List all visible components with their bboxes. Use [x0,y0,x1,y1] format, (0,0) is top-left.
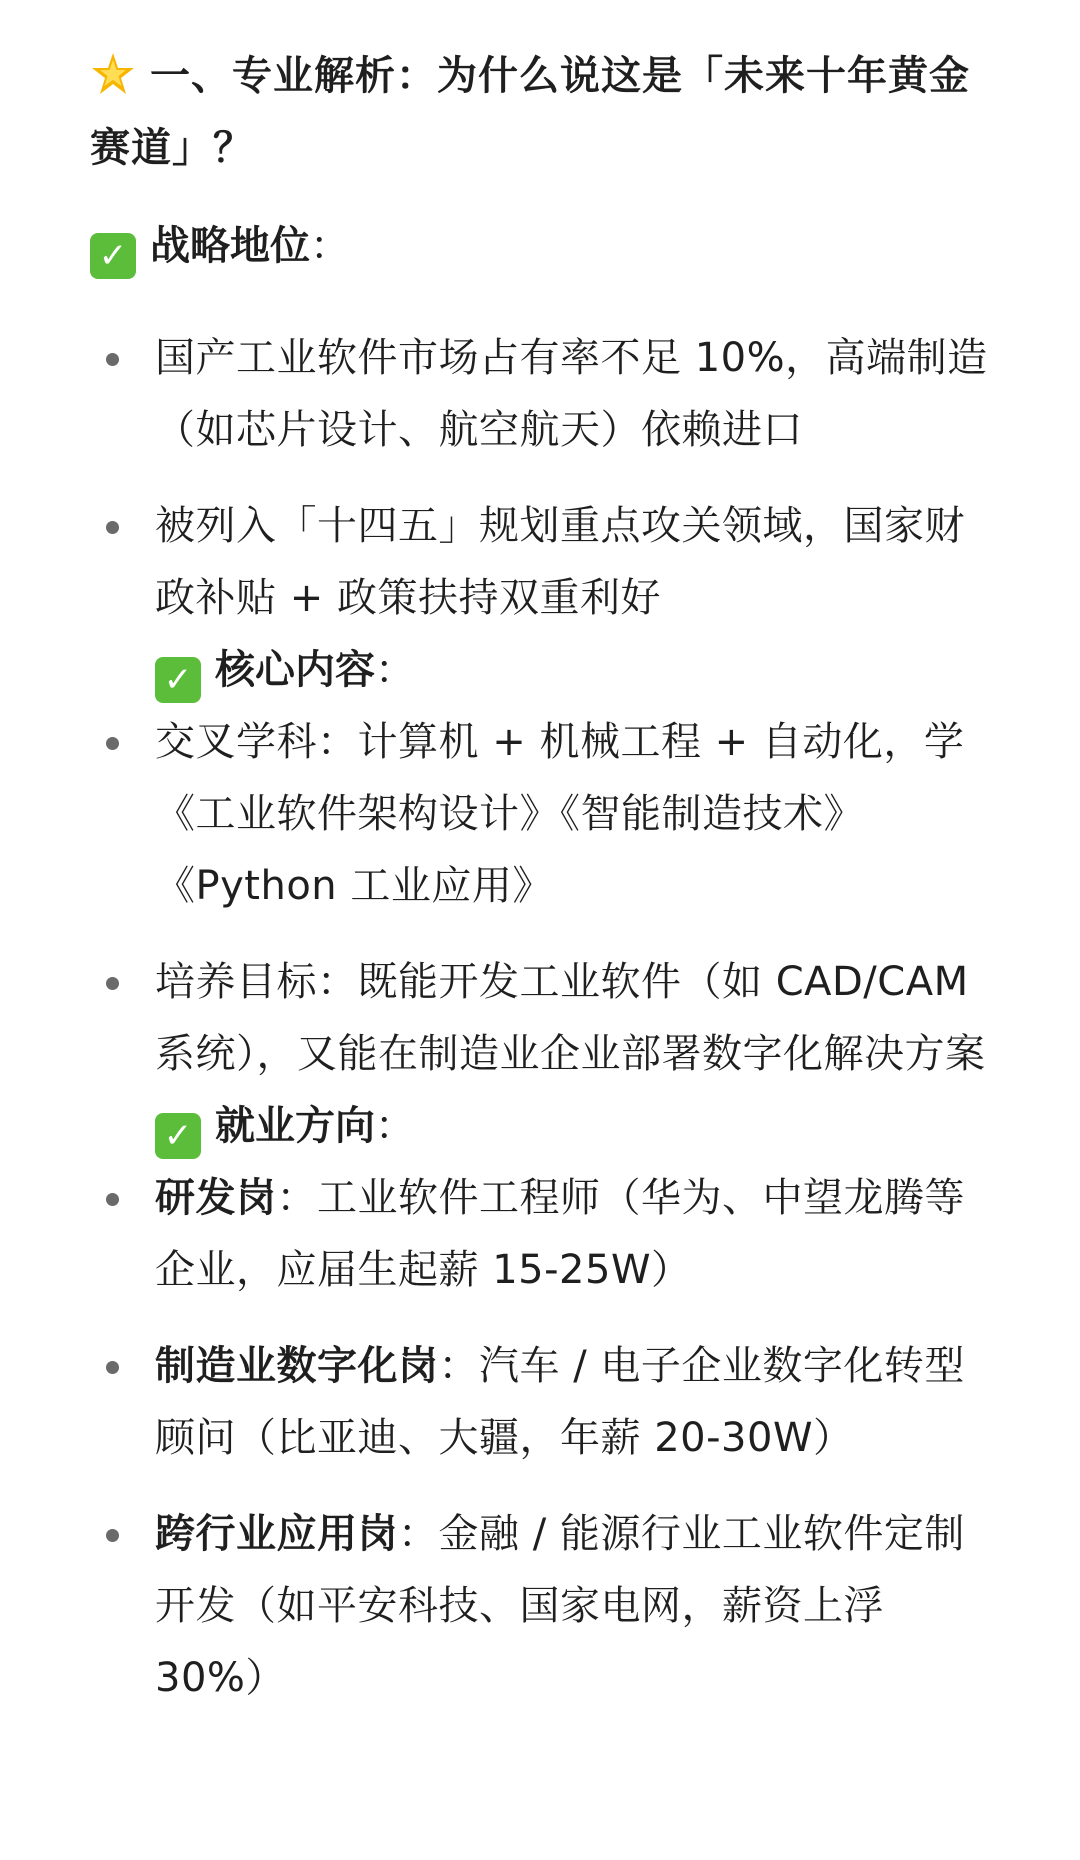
career-direction-list [90,1162,990,1714]
bullet-icon [106,1361,119,1374]
list-item: 交叉学科：计算机 + 机械工程 + 自动化，学《工业软件架构设计》《智能制造技术》《Python 工业应用》 [90,706,990,922]
check-mark-icon: ✓ [90,233,136,279]
bullet-icon [106,737,119,750]
bullet-icon [106,353,119,366]
check-mark-icon: ✓ [155,1113,201,1159]
heading-text: 一、专业解析：为什么说这是「未来十年黄金赛道」？ [90,53,970,171]
section-title-career-direction: ✓ 就业方向： [90,1090,990,1162]
section-heading [90,40,990,184]
bullet-icon [106,1193,119,1206]
strategic-position-list [90,322,990,634]
list-item: 被列入「十四五」规划重点攻关领域，国家财政补贴 + 政策扶持双重利好 [90,490,990,634]
list-item: 研发岗：工业软件工程师（华为、中望龙腾等企业，应届生起薪 15-25W） [90,1162,990,1306]
check-mark-icon: ✓ [155,657,201,703]
list-item: 国产工业软件市场占有率不足 10%，高端制造（如芯片设计、航空航天）依赖进口 [90,322,990,466]
list-item: 跨行业应用岗：金融 / 能源行业工业软件定制开发（如平安科技、国家电网，薪资上浮 30%） [90,1498,990,1714]
bullet-icon [106,1529,119,1542]
core-content-list [90,706,990,1090]
list-item: 培养目标：既能开发工业软件（如 CAD/CAM 系统），又能在制造业企业部署数字化解决方案 [90,946,990,1090]
bullet-icon [106,977,119,990]
list-item: 制造业数字化岗：汽车 / 电子企业数字化转型顾问（比亚迪、大疆，年薪 20-30W） [90,1330,990,1474]
section-title-core-content: ✓ 核心内容： [90,634,990,706]
section-title-strategic-position: ✓ 战略地位： [90,210,990,282]
bullet-icon [106,521,119,534]
glowing-star-icon [90,51,136,97]
